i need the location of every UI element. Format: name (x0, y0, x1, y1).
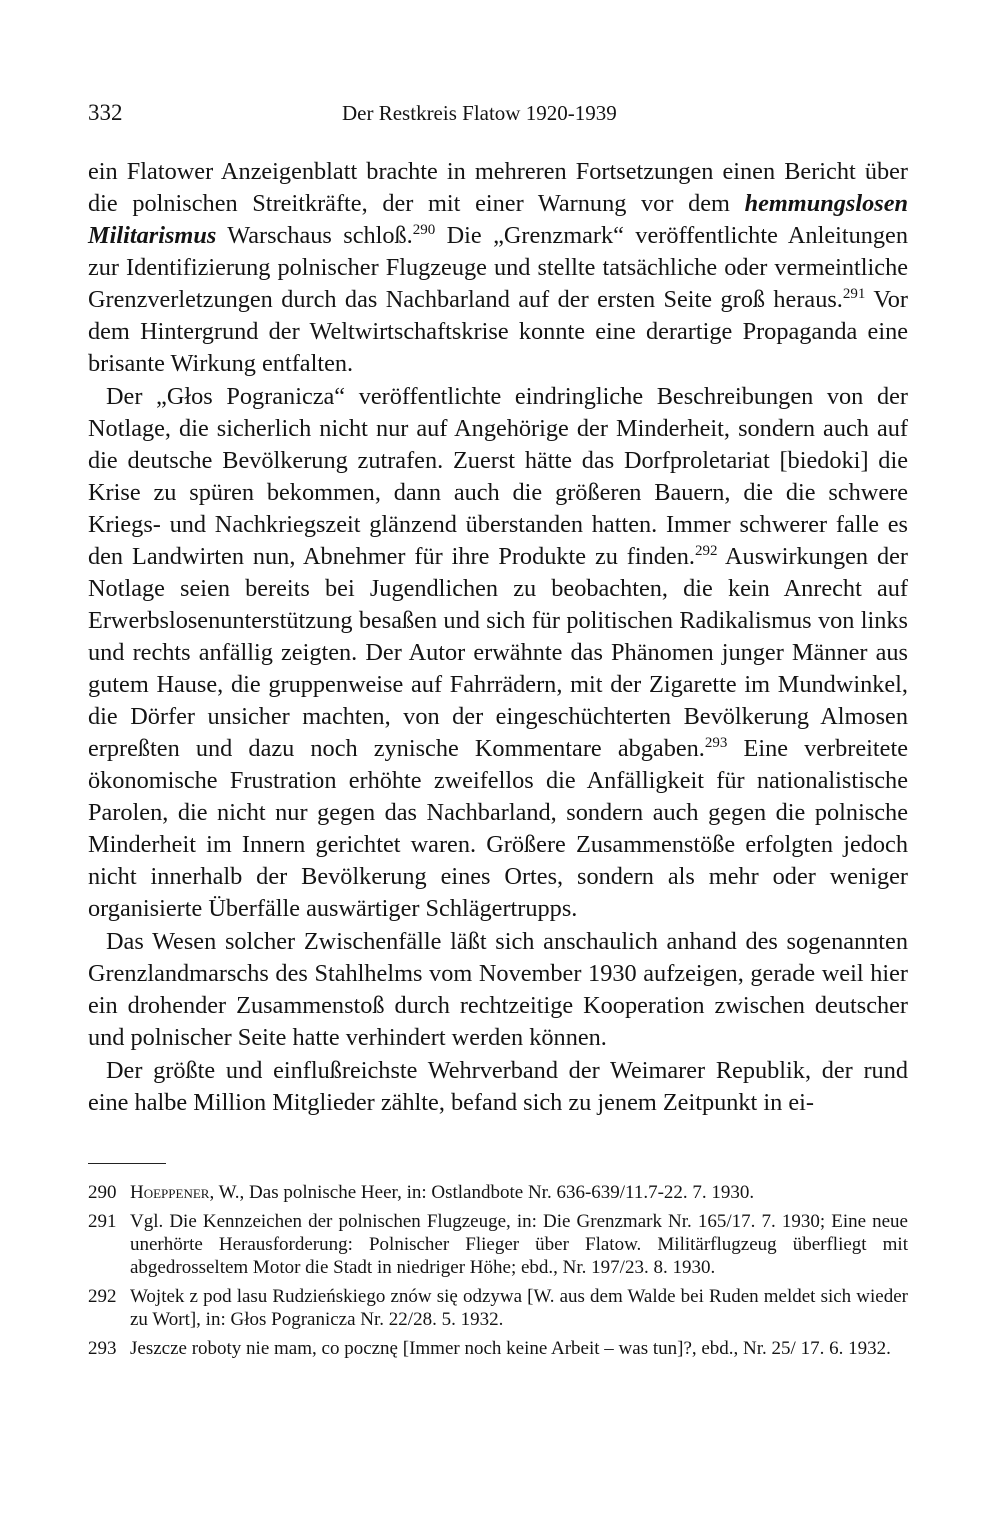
paragraph (88, 381, 908, 925)
footnote-number: 292 (88, 1286, 117, 1307)
emphasis-text: hemmungslosen Militarismus (88, 190, 908, 249)
footnote-reference: 292 (694, 543, 718, 559)
paragraph (88, 156, 908, 380)
footnote-divider (88, 1163, 166, 1164)
paragraph (88, 1055, 908, 1119)
text-run: Wojtek z pod lasu Rudzieńskiego znów się odzywa [W. aus dem Walde bei Ruden meldet sich wieder zu Wort], in: Głos Pogranicza Nr. 22/28. 5. 1932. (130, 1286, 908, 1330)
footnote-text (130, 1211, 908, 1278)
text-run: Warschaus schloß. (216, 222, 413, 249)
text-run: Die „Grenzmark“ veröffentlichte Anleitungen zur Identifizierung polnischer Flugzeuge und stellte tatsächliche oder vermeintliche Grenzverletzungen durch das Nachbarland auf der ersten Seite groß heraus. (88, 222, 908, 313)
running-title: Der Restkreis Flatow 1920-1939 (342, 101, 617, 125)
text-run: ein Flatower Anzeigenblatt brachte in mehreren Fortsetzungen einen Bericht über die polnischen Streitkräfte, der mit einer Warnung vor dem (88, 158, 908, 217)
text-run: Der „Głos Pogranicza“ veröffentlichte eindringliche Beschreibungen von der Notlage, die sicherlich nicht nur auf Angehörige der Minderheit, sondern auch auf die deutsche Bevölkerung zutrafen. Zuerst hätte das Dorfproletariat [biedoki] die Krise zu spüren bekommen, dann auch die größeren Bauern, die die schwere Kriegs- und Nachkriegszeit glänzend überstanden hatten. Immer schwerer falle es den Landwirten nun, Abnehmer für ihre Produkte zu finden. (88, 383, 908, 570)
footnote-text (130, 1338, 891, 1359)
footnote-reference: 290 (412, 222, 436, 238)
text-run: Eine verbreitete ökonomische Frustration erhöhte zweifellos die Anfälligkeit für nationalistische Parolen, die nicht nur gegen das Nachbarland, sondern auch gegen die polnische Minderheit im Innern gerichtet waren. Größere Zusammenstöße erfolgten jedoch nicht innerhalb der Bevölkerung eines Ortes, sondern als mehr oder weniger organisierte Überfälle auswärtiger Schlägertrupps. (88, 735, 908, 922)
page-number: 332 (88, 100, 123, 125)
footnote (88, 1285, 908, 1331)
text-run: , W., Das polnische Heer, in: Ostlandbote Nr. 636-639/11.7-22. 7. 1930. (209, 1182, 755, 1203)
author-name: Hoeppener (130, 1182, 210, 1203)
text-run: Der größte und einflußreichste Wehrverband der Weimarer Republik, der rund eine halbe Million Mitglieder zählte, befand sich zu jenem Zeitpunkt in ei- (88, 1057, 908, 1116)
text-run: Vor dem Hintergrund der Weltwirtschaftskrise konnte eine derartige Propaganda eine brisante Wirkung entfalten. (88, 286, 909, 377)
text-run: Das Wesen solcher Zwischenfälle läßt sich anschaulich anhand des sogenannten Grenzlandmarschs des Stahlhelms vom November 1930 aufzeigen, gerade weil hier ein drohender Zusammenstoß durch rechtzeitige Kooperation zwischen deutscher und polnischer Seite hatte verhindert werden können. (88, 928, 908, 1051)
footnote-reference: 293 (704, 735, 728, 751)
footnote-text (130, 1286, 908, 1330)
footnotes (88, 1181, 908, 1360)
footnote-number: 293 (88, 1338, 117, 1359)
footnote (88, 1337, 908, 1360)
footnote (88, 1181, 908, 1204)
body-text (88, 156, 908, 1119)
footnote-reference: 291 (842, 286, 866, 302)
footnote-number: 291 (88, 1211, 117, 1232)
text-run: Jeszcze roboty nie mam, co pocznę [Immer noch keine Arbeit – was tun]?, ebd., Nr. 25/ 17. 6. 1932. (130, 1338, 891, 1359)
footnote-number: 290 (88, 1182, 117, 1203)
paragraph (88, 926, 908, 1054)
footnote-text (130, 1182, 754, 1203)
text-run: Auswirkungen der Notlage seien bereits bei Jugendlichen zu beobachten, die kein Anrecht auf Erwerbslosenunterstützung besaßen und sich für politischen Radikalismus von links und rechts anfällig zeigten. Der Autor erwähnte das Phänomen junger Männer aus gutem Hause, die gruppenweise auf Fahrrädern, mit der Zigarette im Mundwinkel, die Dörfer unsicher machten, von der eingeschüchterten Bevölkerung Almosen erpreßten und dazu noch zynische Kommentare abgaben. (88, 543, 908, 762)
footnote (88, 1210, 908, 1279)
text-run: Vgl. Die Kennzeichen der polnischen Flugzeuge, in: Die Grenzmark Nr. 165/17. 7. 1930; Eine neue unerhörte Herausforderung: Polnischer Flieger über Flatow. Militärflugzeug überfliegt mit abgedrosseltem Motor die Stadt in niedriger Höhe; ebd., Nr. 197/23. 8. 1930. (130, 1211, 908, 1278)
